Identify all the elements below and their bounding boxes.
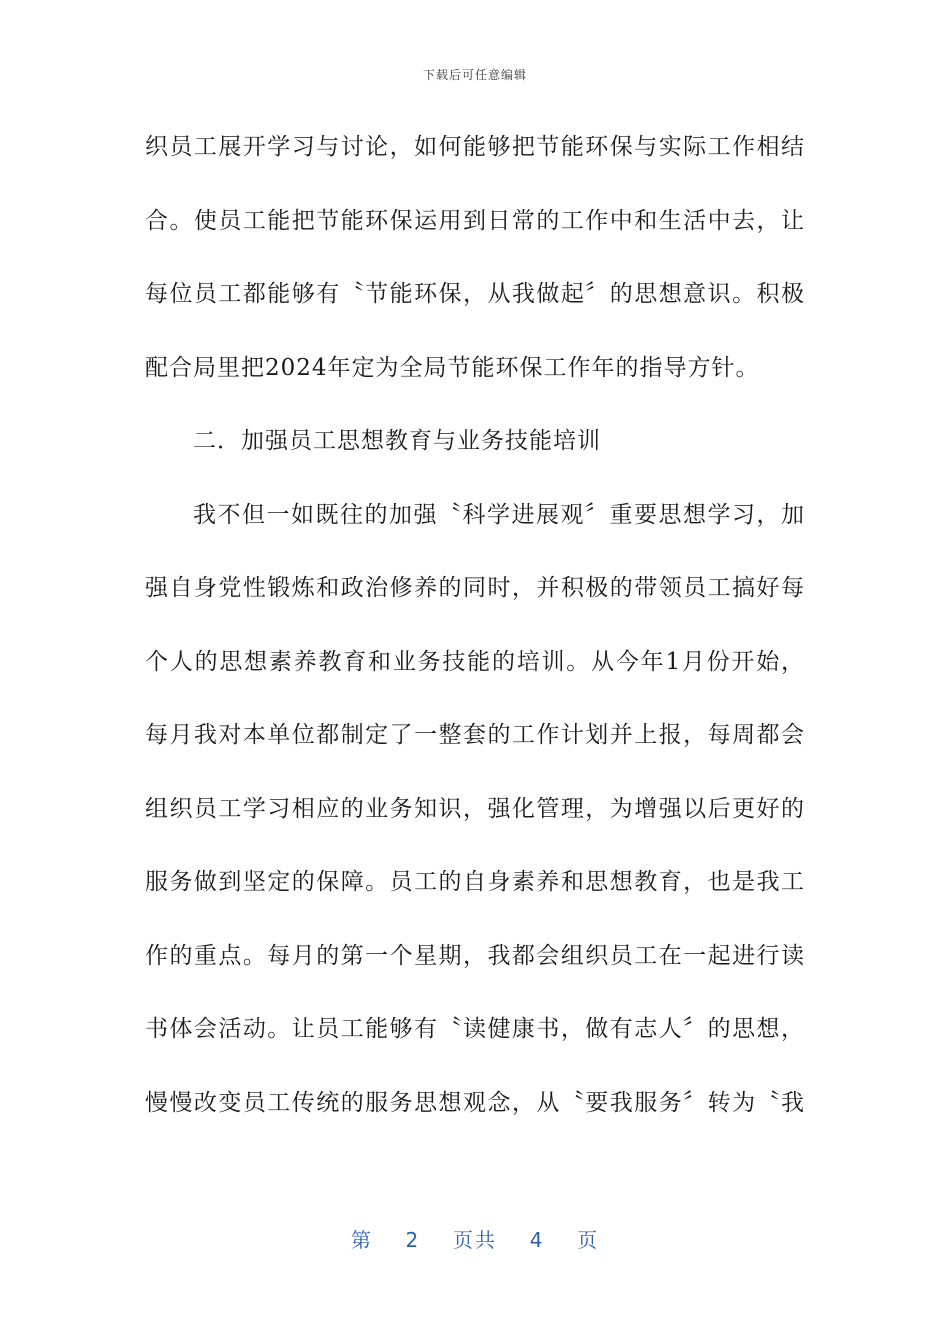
body-line: 每位员工都能够有〝节能环保，从我做起〞的思想意识。积极 bbox=[145, 281, 805, 307]
header-note: 下载后可任意编辑 bbox=[422, 68, 527, 82]
body-line: 书体会活动。让员工能够有〝读健康书，做有志人〞的思想， bbox=[145, 1016, 805, 1042]
body-line: 织员工展开学习与讨论，如何能够把节能环保与实际工作相结 bbox=[145, 134, 805, 160]
body-line: 配合局里把2024年定为全局节能环保工作年的指导方针。 bbox=[145, 354, 760, 381]
footer-middle: 页共 bbox=[453, 1228, 497, 1252]
document-body bbox=[145, 127, 805, 1156]
page-footer bbox=[0, 1224, 950, 1253]
footer-suffix: 页 bbox=[577, 1228, 600, 1252]
section-heading: 二．加强员工思想教育与业务技能培训 bbox=[193, 428, 601, 454]
body-line: 强自身党性锻炼和政治修养的同时，并积极的带领员工搞好每 bbox=[145, 575, 805, 601]
current-page-number: 2 bbox=[405, 1228, 421, 1252]
body-line: 作的重点。每月的第一个星期，我都会组织员工在一起进行读 bbox=[145, 942, 805, 969]
total-pages-number: 4 bbox=[529, 1228, 545, 1252]
body-line: 合。使员工能把节能环保运用到日常的工作中和生活中去，让 bbox=[145, 207, 805, 234]
body-line: 慢慢改变员工传统的服务思想观念，从〝要我服务〞转为〝我 bbox=[145, 1089, 805, 1116]
body-line: 每月我对本单位都制定了一整套的工作计划并上报，每周都会 bbox=[145, 722, 805, 748]
paragraph-first-line: 我不但一如既往的加强〝科学进展观〞重要思想学习，加 bbox=[193, 501, 805, 528]
footer-prefix: 第 bbox=[350, 1228, 373, 1252]
body-line: 服务做到坚定的保障。员工的自身素养和思想教育，也是我工 bbox=[145, 869, 805, 895]
body-line: 组织员工学习相应的业务知识，强化管理，为增强以后更好的 bbox=[145, 795, 805, 822]
body-line: 个人的思想素养教育和业务技能的培训。从今年1月份开始， bbox=[145, 648, 805, 675]
